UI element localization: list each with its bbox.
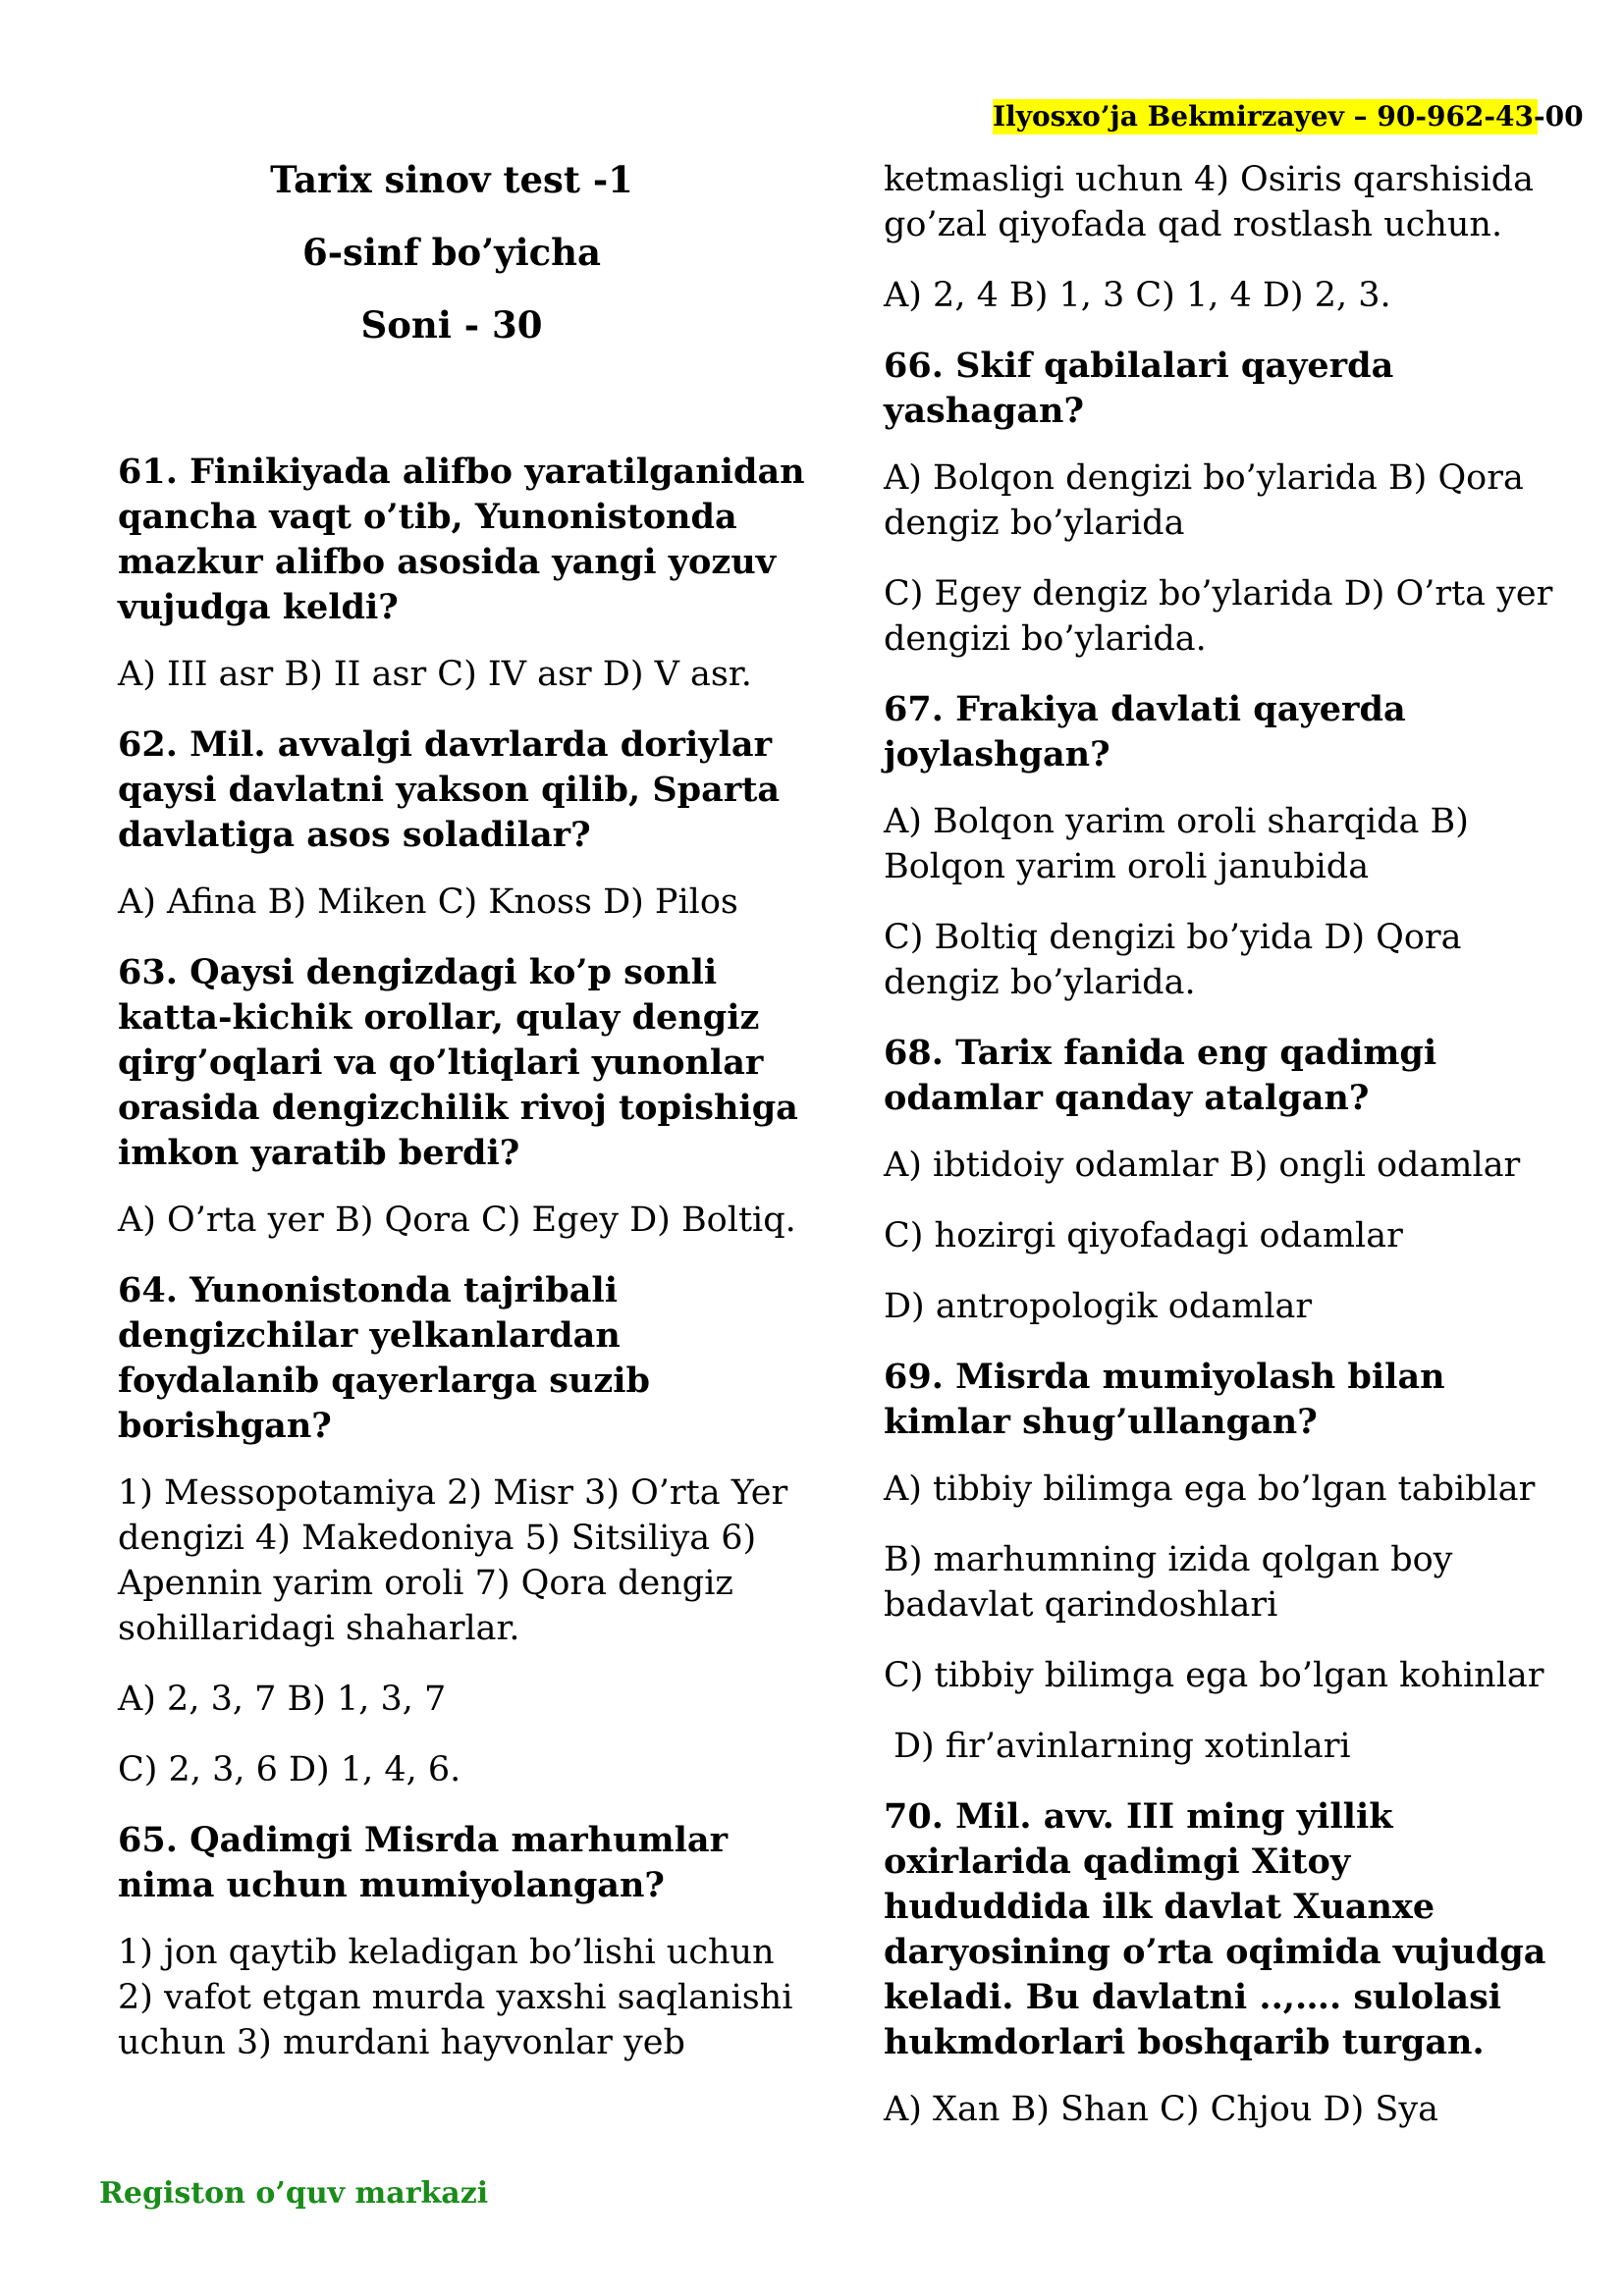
question-70: 70. Mil. avv. III ming yillik oxirlarida qadimgi Xitoy hududdida ilk davlat Xuanxe daryosining o’rta oqimida vujudga keladi. Bu davlatni ..,…. sulolasi hukmdorlari boshqarib turgan. <box>884 1796 1546 2062</box>
answers-61: A) III asr B) II asr C) IV asr D) V asr. <box>118 655 752 694</box>
question-66: 66. Skif qabilalari qayerda yashagan? <box>884 346 1394 431</box>
answers-69-c: C) tibbiy bilimga ega bo’lgan kohinlar <box>884 1656 1544 1695</box>
question-63: 63. Qaysi dengizdagi ko’p sonli katta-kichik orollar, qulay dengiz qirg’oqlari va qo’ltiqlari yunonlar orasida dengizchilik rivoj topishiga imkon yaratib berdi? <box>118 952 798 1173</box>
answers-68-c: C) hozirgi qiyofadagi odamlar <box>884 1216 1403 1255</box>
answers-69-a: A) tibbiy bilimga ega bo’lgan tabiblar <box>884 1469 1536 1509</box>
question-64: 64. Yunonistonda tajribali dengizchilar yelkanlardan foydalanib qayerlarga suzib borishgan? <box>118 1270 651 1446</box>
answers-69-d: D) fir’avinlarning xotinlari <box>893 1727 1351 1766</box>
answers-68-ab: A) ibtidoiy odamlar B) ongli odamlar <box>884 1146 1521 1185</box>
title-line-1: Tarix sinov test -1 <box>270 158 633 201</box>
answers-64-ab: A) 2, 3, 7 B) 1, 3, 7 <box>118 1680 447 1719</box>
right-column <box>884 157 1561 2158</box>
items-64: 1) Messopotamiya 2) Misr 3) O’rta Yer dengizi 4) Makedoniya 5) Sitsiliya 6) Apennin yarim oroli 7) Qora dengiz sohillaridagi shaharlar. <box>118 1473 788 1648</box>
question-65: 65. Qadimgi Misrda marhumlar nima uchun mumiyolangan? <box>118 1820 729 1905</box>
test-title <box>98 157 805 347</box>
left-column <box>118 157 805 2091</box>
footer-center-name: Registon o’quv markazi <box>99 2176 489 2211</box>
answers-67-ab: A) Bolqon yarim oroli sharqida B) Bolqon yarim oroli janubida <box>884 802 1469 886</box>
title-line-2: 6-sinf bo’yicha <box>301 231 602 274</box>
answers-66-cd: C) Egey dengiz bo’ylarida D) O’rta yer dengizi bo’ylarida. <box>884 574 1553 659</box>
answers-70: A) Xan B) Shan C) Chjou D) Sya <box>884 2090 1438 2129</box>
items-65-part1: 1) jon qaytib keladigan bo’lishi uchun 2) vafot etgan murda yaxshi saqlanishi uchun 3) murdani hayvonlar yeb <box>118 1933 793 2062</box>
answers-66-ab: A) Bolqon dengizi bo’ylarida B) Qora dengiz bo’ylarida <box>884 458 1524 543</box>
answers-69-b: B) marhumning izida qolgan boy badavlat qarindoshlari <box>884 1540 1453 1625</box>
question-68: 68. Tarix fanida eng qadimgi odamlar qanday atalgan? <box>884 1033 1437 1118</box>
question-62: 62. Mil. avvalgi davrlarda doriylar qaysi davlatni yakson qilib, Sparta davlatiga asos soladilar? <box>118 724 781 855</box>
answers-63: A) O’rta yer B) Qora C) Egey D) Boltiq. <box>118 1201 796 1240</box>
question-61: 61. Finikiyada alifbo yaratilganidan qancha vaqt o’tib, Yunonistonda mazkur alifbo asosida yangi yozuv vujudga keldi? <box>118 452 805 627</box>
answers-67-cd: C) Boltiq dengizi bo’yida D) Qora dengiz bo’ylarida. <box>884 918 1462 1002</box>
author-banner: Ilyosxo’ja Bekmirzayev – 90-962-43-00 <box>993 100 1584 133</box>
question-69: 69. Misrda mumiyolash bilan kimlar shug’ullangan? <box>884 1357 1445 1442</box>
title-line-3: Soni - 30 <box>360 303 543 347</box>
items-65-part2: ketmasligi uchun 4) Osiris qarshisida go’zal qiyofada qad rostlash uchun. <box>884 160 1535 244</box>
question-67: 67. Frakiya davlati qayerda joylashgan? <box>884 689 1406 774</box>
answers-68-d: D) antropologik odamlar <box>884 1287 1313 1326</box>
answers-65: A) 2, 4 B) 1, 3 C) 1, 4 D) 2, 3. <box>884 276 1391 315</box>
answers-64-cd: C) 2, 3, 6 D) 1, 4, 6. <box>118 1750 461 1789</box>
answers-62: A) Afina B) Miken C) Knoss D) Pilos <box>118 882 738 922</box>
